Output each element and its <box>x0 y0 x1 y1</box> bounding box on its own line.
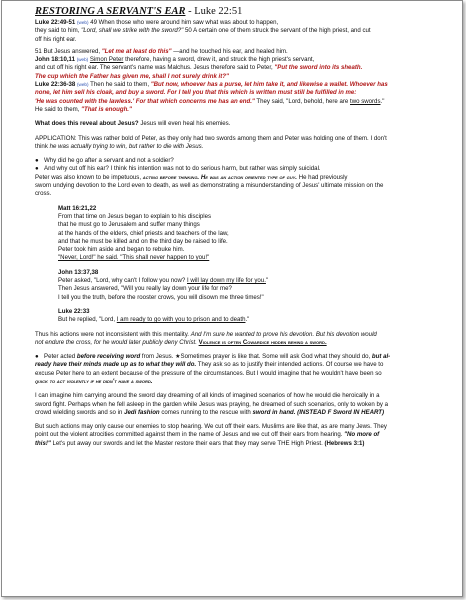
luke-22-36-line4 <box>35 106 440 114</box>
emphasis-text: but al- <box>371 353 391 361</box>
paragraph-text: Peter acted <box>44 353 77 361</box>
verse-ref: Matt 16:21,22 <box>58 204 97 212</box>
question-text: What does this reveal about Jesus? <box>35 120 139 128</box>
scripture-ref: (Hebrews 3:1) <box>324 439 365 447</box>
luke-22-49-line2 <box>35 27 440 35</box>
luke-22-36-line2 <box>35 89 440 97</box>
verse-ref: Luke 22:49-51 <box>35 19 76 26</box>
imagine-paragraph: I can imagine him carrying around the sword day dreaming of all kinds of imagined scenarios of how he would die heroically in a <box>35 392 380 400</box>
bullet-text: Why did he go after a servant and not a soldier? <box>44 157 174 165</box>
acted-line2 <box>35 361 440 369</box>
quote-text: Peter asked, "Lord, why can't I follow you now? <box>58 277 187 285</box>
luke-22-36-passage <box>35 81 440 89</box>
emphasis-text: quick to act violently if he didn't have a sword. <box>35 377 153 385</box>
bullet-icon: ● <box>35 353 39 361</box>
paragraph-text: Peter was also known to be impetuous, <box>35 173 143 181</box>
jesus-quote: "But now, whoever has a purse, let him take it, and likewise a wallet. Whoever has <box>150 81 388 89</box>
quote-line: I tell you the truth, before the rooster crows, you will disown me three times!" <box>58 293 264 301</box>
application-paragraph <box>35 135 440 143</box>
jesus-quote: none, let him sell his cloak, and buy a sword. For I tell you that this which is written must still be fulfilled in me: <box>35 89 357 97</box>
verse-text: they said to him, <box>35 27 82 35</box>
verse-text: 51 But Jesus answered, <box>35 47 102 55</box>
verse-quote: "Lord, shall we strike with the sword?" <box>81 27 184 35</box>
page-title <box>35 6 440 18</box>
paragraph-text: comes running to the rescue with <box>159 408 253 416</box>
luke-22-36-line3 <box>35 98 440 106</box>
verse-51 <box>35 48 440 56</box>
acted-line3 <box>35 370 440 378</box>
john-18-10-line3 <box>35 73 440 81</box>
bullet-text: And why cut off his ear? I think his intention was not to do serious harm, but rather was simply suicidal. <box>44 165 321 173</box>
underlined-phrase: two swords <box>350 97 381 105</box>
jesus-quote: "Let me at least do this" <box>101 47 172 55</box>
quote-line: Peter took him aside and began to rebuke him. <box>58 246 185 254</box>
paragraph-text: Sometimes prayer is like that. Some will ask God what they should do, <box>180 353 372 361</box>
quote-line: Then Jesus answered, "Will you really lay down your life for me? <box>58 285 232 293</box>
bullet-item <box>35 165 440 173</box>
thus-line2 <box>35 339 440 347</box>
paragraph-text: He had previously <box>297 173 348 181</box>
paragraph-text: APPLICATION: This was rather bold of Peter, as they only had two swords among them and Peter was holding one of them. I don't <box>35 134 387 142</box>
verse-text: Then he said to them, <box>88 81 151 89</box>
quote-text: But he replied, "Lord, <box>58 316 117 324</box>
matt-quote-block <box>58 205 440 325</box>
paragraph-text: cross. <box>35 190 52 198</box>
application-line2 <box>35 143 440 151</box>
verse-text: He said to them, <box>35 105 82 113</box>
luke-22-49-passage <box>35 19 440 27</box>
bullet-icon: ● <box>35 165 39 173</box>
verse-text: —and he touched his ear, and healed him. <box>171 47 288 55</box>
paragraph-text: excuse Peter here to an extent because of the pressure of the circumstances. But I would imagine that he wouldn't have been so <box>35 369 382 377</box>
impetuous-line <box>35 174 440 182</box>
impetuous-line3 <box>35 190 440 198</box>
version-tag: (web) <box>77 20 89 25</box>
john-18-10-line2 <box>35 64 440 72</box>
paragraph-text: from Jesus. <box>140 353 176 361</box>
verse-ref: Luke 22:36-38 <box>35 81 76 89</box>
impetuous-line2 <box>35 182 440 190</box>
italic-text: And I'm sure he wanted to prove his devotion. But his devotion would <box>190 330 377 338</box>
quote-text: " <box>265 277 269 285</box>
title-reference: - Luke 22:51 <box>185 6 243 17</box>
john-18-10-passage <box>35 56 440 64</box>
quote-line: and that he must be killed and on the third day be raised to life. <box>58 237 228 245</box>
verse-ref: John 18:10,11 <box>35 56 75 64</box>
document-body <box>35 6 440 448</box>
closing-paragraph: But such actions may only cause our enemies to stop hearing. We cut off their ears. Muslims are like that, as are many Jews. They <box>35 423 387 431</box>
verse-text: therefore, having a sword, drew it, and struck the high priest's servant, <box>123 56 315 64</box>
underlined-phrase: I will lay down my life for you. <box>187 277 266 285</box>
verse-text: and cut off his right ear. The servant's name was Malchus. Jesus therefore said to Peter, <box>35 64 275 72</box>
quote-line: From that time on Jesus began to explain to his disciples <box>58 212 212 220</box>
emphasis-text: "No more of <box>344 431 380 439</box>
verse-text: ." <box>380 97 385 105</box>
jesus-quote: "That is enough." <box>81 105 132 113</box>
verse-ref: Luke 22:33 <box>58 307 90 315</box>
emphasis-text: Jedi fashion <box>124 408 160 416</box>
quote-line: that he must go to Jerusalem and suffer many things <box>58 221 200 229</box>
verse-text: off his right ear. <box>35 35 77 43</box>
emphasis-text: before receiving word <box>76 353 141 361</box>
acted-line4 <box>35 378 440 386</box>
emphasis-text: Violence is often Cowardice hidden behind a sword. <box>198 338 327 346</box>
paragraph-text: crowd wielding swords and so in <box>35 408 125 416</box>
imagine-line2: sword fight. Perhaps when he fell asleep in the garden while Jesus was praying, he dreamed of such scenarios, only to woken by a <box>35 400 388 408</box>
italic-text: not endure the cross, for he would later publicly deny Christ. <box>35 338 197 346</box>
emphasis-text: ready have their minds made up as to what they will do. <box>35 361 197 369</box>
quote-text: ." <box>245 316 250 324</box>
paragraph-text: point out the violent atrocities committed against them in the name of Jesus and we cut off their ears from hearing. <box>35 431 345 439</box>
verse-text: 49 When those who were around him saw what was about to happen, <box>88 19 279 26</box>
paragraph-text: Thus his actions were not inconsistent with this mentality. <box>35 330 191 338</box>
closing-line3 <box>35 440 440 448</box>
quote-line: "Never, Lord!" he said. "This shall never happen to you!" <box>58 254 210 262</box>
thus-paragraph <box>35 331 440 339</box>
jesus-quote: "Put the sword into its sheath. <box>274 64 363 72</box>
emphasis-text: (INSTEAD F Sword IN HEART) <box>295 408 385 416</box>
version-tag: (web) <box>76 57 89 63</box>
document-page <box>1 0 463 597</box>
paragraph-text: Let's put away our swords and let the Master restore their ears that they may serve THE High Priest. <box>50 439 325 447</box>
title-main: RESTORING A SERVANT'S EAR <box>35 6 186 17</box>
imagine-line3 <box>35 409 440 417</box>
quote-line <box>58 316 440 324</box>
question-paragraph <box>35 120 440 128</box>
underlined-name: Simon Peter <box>89 56 124 64</box>
verse-text: 50 A certain one of them struck the servant of the high priest, and cut <box>183 27 371 35</box>
acted-paragraph <box>35 353 440 361</box>
paragraph-text: sworn undying devotion to the Lord even to death, as well as demonstrating a misunderstanding of Jesus' ultimate mission on the <box>35 182 384 190</box>
emphasis-text: sword in hand. <box>252 408 296 416</box>
jesus-quote: 'He was counted with the lawless.' For that which concerns me has an end." <box>35 97 255 105</box>
verse-text: They said, "Lord, behold, here are <box>254 97 351 105</box>
paragraph-text: They ask so as to justify their intended actions. Of course we have to <box>196 361 384 369</box>
closing-line2 <box>35 431 440 439</box>
emphasis-text: acting before thinking. He was an action oriented type of guy. <box>142 173 297 181</box>
jesus-quote: The cup which the Father has given me, shall I not surely drink it?" <box>35 72 229 80</box>
quote-line: at the hands of the elders, chief priests and teachers of the law, <box>58 229 229 237</box>
star-icon: ★ <box>175 353 181 361</box>
bullet-icon: ● <box>35 157 39 165</box>
bullet-item <box>35 157 440 165</box>
luke-22-49-line3 <box>35 36 440 44</box>
paragraph-text: think <box>35 142 50 150</box>
underlined-phrase: I am ready to go with you to prison and to death <box>116 316 246 324</box>
emphasis-text: this!" <box>35 439 51 447</box>
answer-text: Jesus will even heal his enemies. <box>138 120 231 128</box>
quote-line <box>58 277 440 285</box>
version-tag: (web) <box>77 82 89 88</box>
italic-text: he was actually trying to win, but rather to die with Jesus. <box>49 142 204 150</box>
verse-ref: John 13:37,38 <box>58 268 99 276</box>
